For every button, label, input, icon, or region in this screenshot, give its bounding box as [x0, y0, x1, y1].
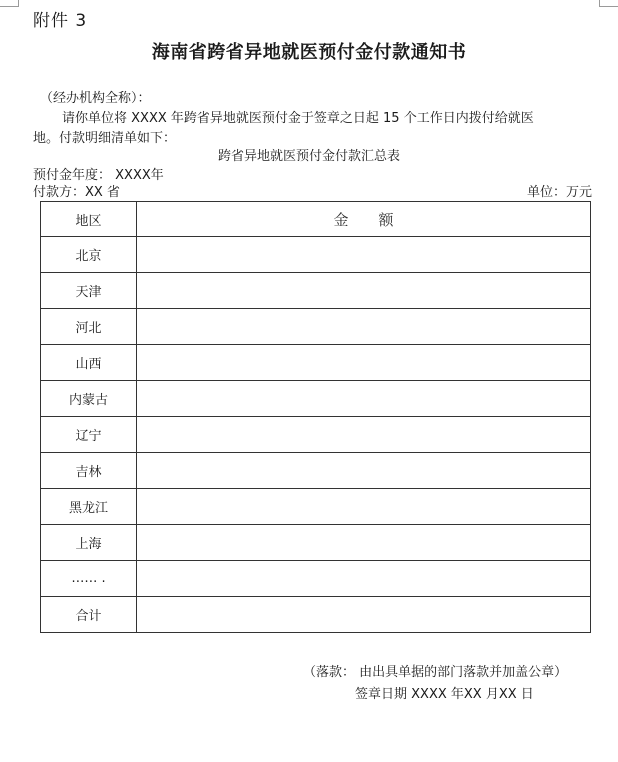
table-row	[41, 489, 591, 525]
body-line-1: 请你单位将 XXXX 年跨省异地就医预付金于签章之日起 15 个工作日内拨付给就医	[62, 111, 534, 126]
region-cell: 北京	[41, 237, 137, 273]
total-label-cell: 合计	[41, 597, 137, 633]
table-row	[41, 273, 591, 309]
table-row	[41, 453, 591, 489]
region-cell: 河北	[41, 309, 137, 345]
table-row	[41, 525, 591, 561]
table-title: 跨省异地就医预付金付款汇总表	[217, 149, 400, 164]
page-corner-mark-right	[599, 0, 618, 7]
signature-note: （落款： 由出具单据的部门落款并加盖公章）	[303, 665, 568, 680]
fund-year: 预付金年度： XXXX年	[33, 168, 164, 183]
body-line-2: 地。付款明细清单如下：	[33, 131, 177, 146]
payer: 付款方：XX 省	[33, 185, 120, 200]
region-cell: 山西	[41, 345, 137, 381]
amount-cell	[137, 525, 591, 561]
region-cell: 吉林	[41, 453, 137, 489]
amount-cell	[137, 237, 591, 273]
header-region: 地区	[41, 202, 137, 237]
page-corner-mark-left	[0, 0, 19, 7]
region-cell: 黑龙江	[41, 489, 137, 525]
amount-cell	[137, 345, 591, 381]
amount-cell	[137, 381, 591, 417]
document-title: 海南省跨省异地就医预付金付款通知书	[151, 42, 467, 63]
amount-cell	[137, 489, 591, 525]
table-row	[41, 309, 591, 345]
region-cell: 天津	[41, 273, 137, 309]
payment-summary-table	[40, 201, 591, 633]
sign-date: 签章日期 XXXX 年XX 月XX 日	[355, 687, 534, 702]
table-row	[41, 237, 591, 273]
total-amount-cell	[137, 597, 591, 633]
region-cell: 上海	[41, 525, 137, 561]
table-row	[41, 417, 591, 453]
table-total-row	[41, 597, 591, 633]
table-header-row	[41, 202, 591, 237]
region-cell: 内蒙古	[41, 381, 137, 417]
amount-cell	[137, 417, 591, 453]
agency-line: （经办机构全称）：	[40, 91, 151, 106]
region-cell: 辽宁	[41, 417, 137, 453]
amount-cell	[137, 453, 591, 489]
table-row	[41, 345, 591, 381]
amount-cell	[137, 561, 591, 597]
attachment-label: 附件 3	[33, 11, 88, 31]
amount-cell	[137, 309, 591, 345]
table-row	[41, 381, 591, 417]
unit-label: 单位：万元	[526, 185, 592, 200]
table-row	[41, 561, 591, 597]
region-cell: …… .	[41, 561, 137, 597]
header-amount: 金额	[137, 202, 591, 237]
amount-cell	[137, 273, 591, 309]
